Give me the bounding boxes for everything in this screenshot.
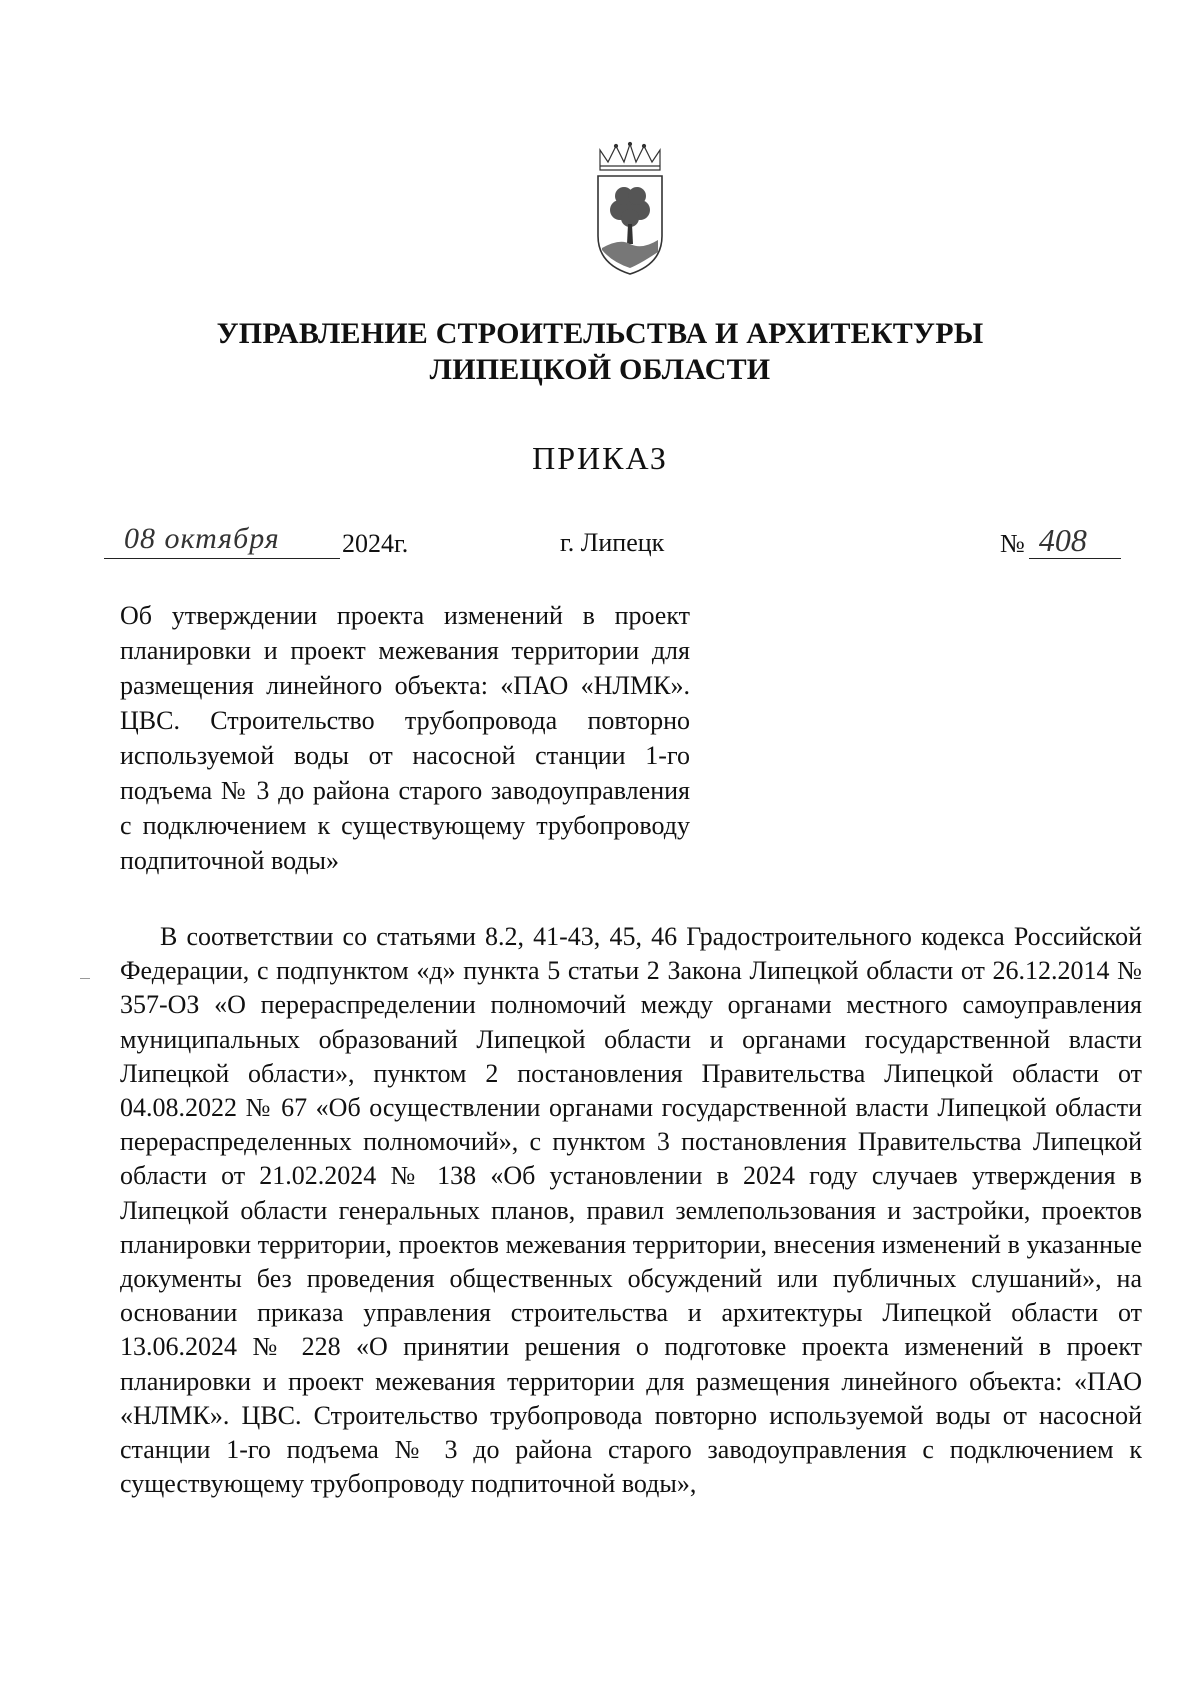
date-blank-line: [104, 522, 340, 559]
date-year: 2024г.: [342, 529, 409, 558]
number-blank-line: [1029, 522, 1121, 559]
order-number: [1000, 522, 1140, 568]
number-prefix: №: [1000, 529, 1025, 558]
document-type-title: ПРИКАЗ: [532, 440, 668, 476]
scan-edge-mark: [80, 978, 90, 979]
date-handwritten: 08 октября: [124, 522, 280, 555]
organization-line-1: УПРАВЛЕНИЕ СТРОИТЕЛЬСТВА И АРХИТЕКТУРЫ: [216, 317, 984, 350]
city-label: г. Липецк: [560, 528, 665, 557]
organization-line-2: ЛИПЕЦКОЙ ОБЛАСТИ: [429, 353, 771, 386]
order-body-paragraph: В соответствии со статьями 8.2, 41-43, 45, 46 Градостроительного кодекса Российской Федерации, с подпунктом «д» пункта 5 статьи 2 Закона Липецкой области от 26.12.2014 № 357-ОЗ «О перераспределении полномочий между органами местного самоуправления муниципальных образований Липецкой области и органами государственной власти Липецкой области», пунктом 2 постановления Правительства Липецкой области от 04.08.2022 № 67 «Об осуществлении органами государственной власти Липецкой области перераспределенных полномочий», с пунктом 3 постановления Правительства Липецкой области от 21.02.2024 № 138 «Об установлении в 2024 году случаев утверждения в Липецкой области генеральных планов, правил землепользования и застройки, проектов планировки территории, проектов межевания территории, внесения изменений в указанные документы без проведения общественных обсуждений или публичных слушаний», на основании приказа управления строительства и архитектуры Липецкой области от 13.06.2024 № 228 «О принятии решения о подготовке проекта изменений в проект планировки и проект межевания территории для размещения линейного объекта: «ПАО «НЛМК». ЦВС. Строительство трубопровода повторно используемой воды от насосной станции 1-го подъема № 3 до района старого заводоуправления с подключением к существующему трубопроводу подпиточной воды»,: [120, 922, 1142, 1499]
order-date: [104, 522, 444, 568]
order-subject: Об утверждении проекта изменений в проект планировки и проект межевания территории для размещения линейного объекта: «ПАО «НЛМК». ЦВС. Строительство трубопровода повторно используемой воды от насосной станции 1-го подъема № 3 до района старого заводоуправления с подключением к существующему трубопроводу подпиточной воды»: [120, 601, 690, 875]
number-handwritten: 408: [1038, 522, 1087, 558]
organization-name: [150, 316, 1050, 388]
coat-of-arms-icon: [590, 140, 670, 280]
